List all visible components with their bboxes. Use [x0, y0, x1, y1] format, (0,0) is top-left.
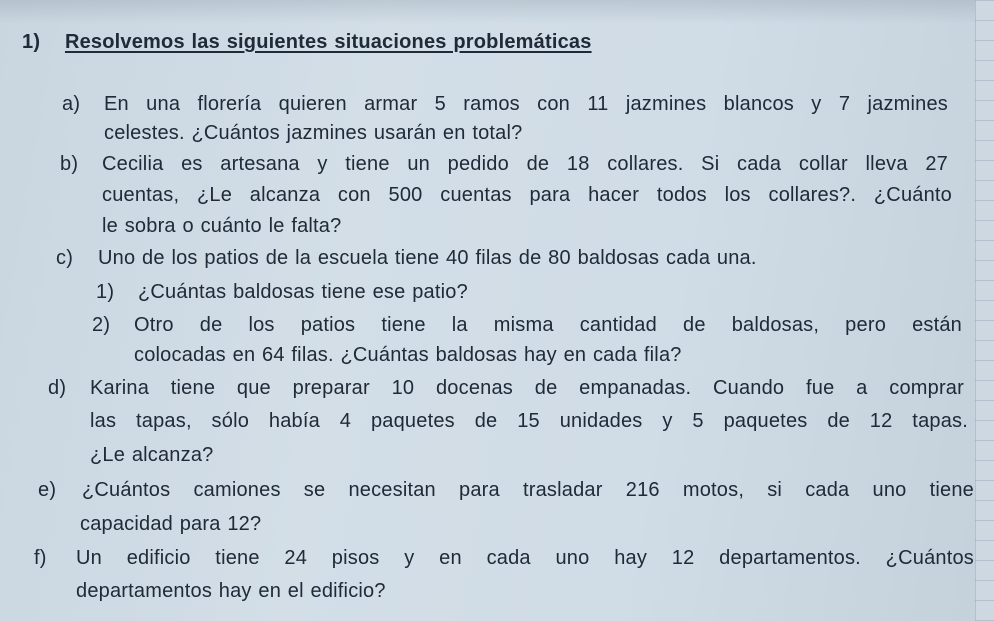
item-c-sub1-line-1: ¿Cuántas baldosas tiene ese patio?: [138, 281, 468, 303]
graph-paper-edge: [975, 0, 994, 621]
item-c-sub1-label: 1): [96, 281, 115, 303]
item-f-line-2: departamentos hay en el edificio?: [76, 580, 386, 602]
item-c-sub2-line-2: colocadas en 64 filas. ¿Cuántas baldosas hay en cada fila?: [134, 344, 682, 366]
item-a-line-2: celestes. ¿Cuántos jazmines usarán en total?: [104, 122, 523, 144]
photo-shadow: [0, 0, 994, 24]
item-b-line-1: Cecilia es artesana y tiene un pedido de 18 collares. Si cada collar lleva 27: [102, 153, 948, 175]
item-f-label: f): [34, 547, 47, 569]
item-e-label: e): [38, 479, 57, 501]
item-a-line-1: En una florería quieren armar 5 ramos con 11 jazmines blancos y 7 jazmines: [104, 93, 948, 115]
item-b-line-3: le sobra o cuánto le falta?: [102, 215, 342, 237]
item-d-label: d): [48, 377, 67, 399]
item-b-line-2: cuentas, ¿Le alcanza con 500 cuentas para hacer todos los collares?. ¿Cuánto: [102, 184, 952, 206]
section-heading: [22, 30, 592, 54]
item-b-label: b): [60, 153, 79, 175]
item-d-line-2: las tapas, sólo había 4 paquetes de 15 unidades y 5 paquetes de 12 tapas.: [90, 410, 968, 432]
item-f-line-1: Un edificio tiene 24 pisos y en cada uno hay 12 departamentos. ¿Cuántos: [76, 547, 974, 569]
item-c-sub2-label: 2): [92, 314, 111, 336]
item-d-line-3: ¿Le alcanza?: [90, 444, 214, 466]
item-c-line-1: Uno de los patios de la escuela tiene 40 filas de 80 baldosas cada una.: [98, 247, 757, 269]
item-c-label: c): [56, 247, 74, 269]
item-a-label: a): [62, 93, 81, 115]
section-number: 1): [22, 31, 41, 53]
item-e-line-1: ¿Cuántos camiones se necesitan para trasladar 216 motos, si cada uno tiene: [82, 479, 974, 501]
item-d-line-1: Karina tiene que preparar 10 docenas de empanadas. Cuando fue a comprar: [90, 377, 964, 399]
section-title: Resolvemos las siguientes situaciones problemáticas: [64, 31, 592, 53]
item-e-line-2: capacidad para 12?: [80, 513, 262, 535]
item-c-sub2-line-1: Otro de los patios tiene la misma cantidad de baldosas, pero están: [134, 314, 962, 336]
